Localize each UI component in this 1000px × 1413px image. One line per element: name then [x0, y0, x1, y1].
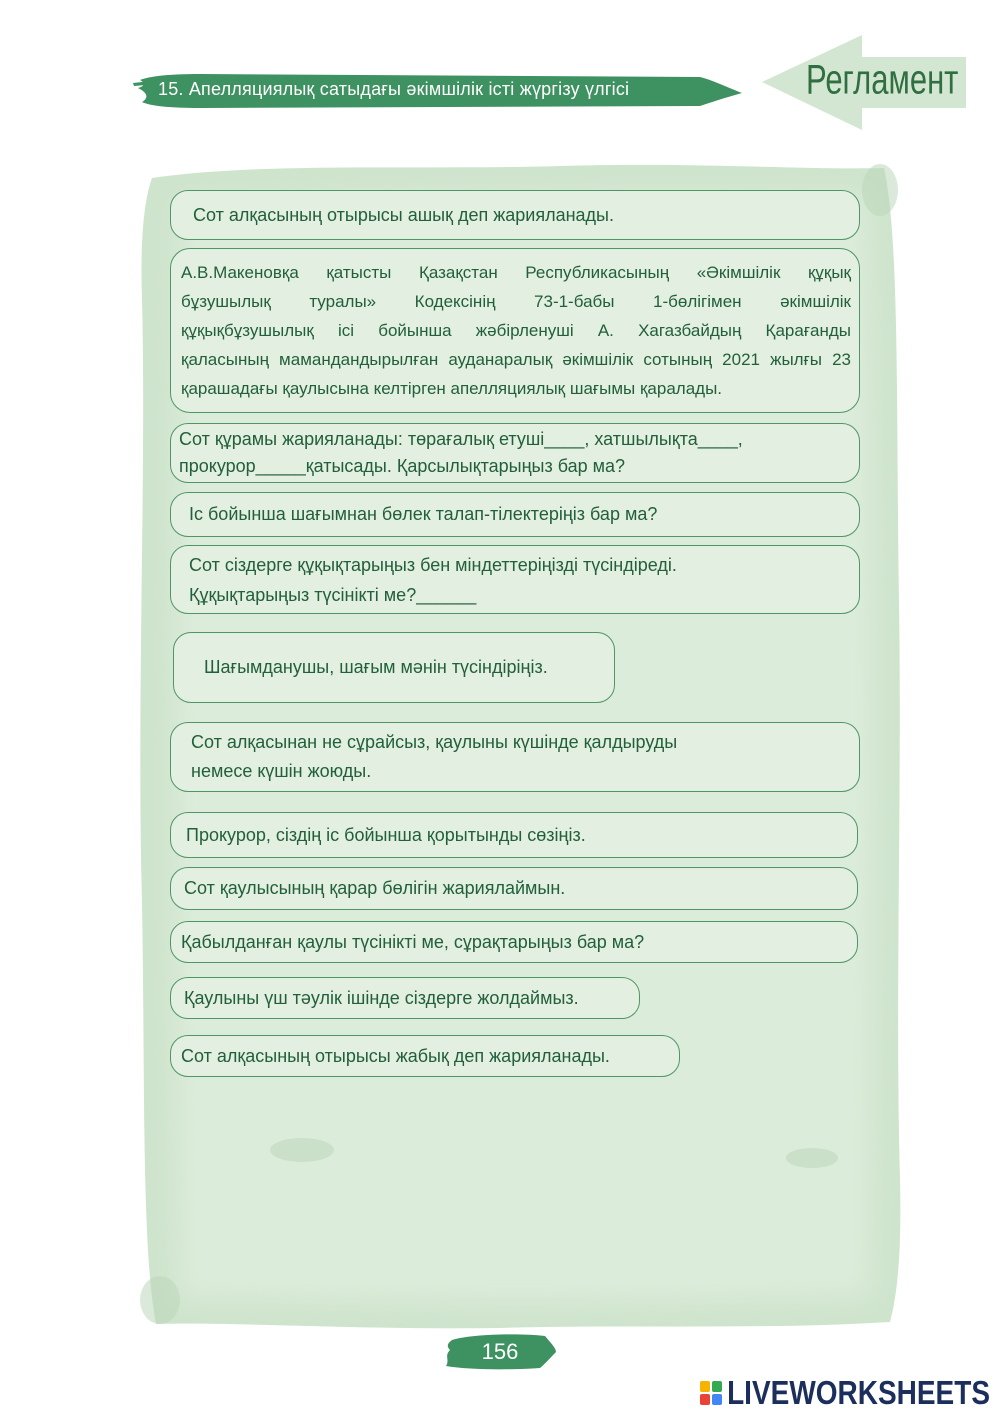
box-text-line: құқықбұзушылық ісі бойынша жәбірленуші А. Хагазбайдың Қарағанды — [181, 321, 851, 340]
box-text-line: қарашадағы қаулысына келтірген апелляциялық шағымы қаралады. — [181, 379, 723, 398]
logo-tile — [712, 1381, 722, 1392]
ruling-delivery-notice — [170, 977, 640, 1019]
section-title: 15. Апелляциялық сатыдағы әкімшілік істі жүргізу үлгісі — [158, 79, 630, 99]
session-open-announcement — [170, 190, 860, 240]
box-text-line: Қаулыны үш тәулік ішінде сіздерге жолдаймыз. — [184, 987, 579, 1008]
box-text-line: Сот алқасынан не сұрайсыз, қаулыны күшінде қалдыруды — [191, 732, 678, 752]
liveworksheets-logo-icon — [700, 1381, 722, 1405]
box-text-line: Құқықтарыңыз түсінікті ме?______ — [189, 584, 477, 605]
brush-spot — [862, 164, 898, 216]
box-text-line: Сот құрамы жарияланады: төрағалық етуші____, хатшылықта____, — [179, 429, 743, 449]
additional-requests-question — [170, 492, 860, 537]
rights-explanation — [170, 545, 860, 614]
appellant-explanation-prompt — [173, 632, 615, 703]
brush-spot — [140, 1276, 180, 1324]
prosecutor-conclusion-prompt — [170, 812, 858, 858]
brand-name: LIVEWORKSHEETS — [727, 1373, 990, 1411]
logo-tile — [712, 1394, 722, 1405]
box-text-line: Шағымданушы, шағым мәнін түсіндіріңіз. — [204, 657, 548, 677]
section-label-regulation: Регламент — [806, 55, 959, 103]
liveworksheets-logo-link[interactable] — [700, 1373, 990, 1411]
court-composition-announcement — [170, 423, 860, 483]
box-text-line: Қабылданған қаулы түсінікті ме, сұрақтарыңыз бар ма? — [181, 931, 645, 952]
box-text-line: А.В.Макеновқа қатысты Қазақстан Республикасының «Әкімшілік құқық — [181, 263, 851, 282]
box-text-line: Сот сіздерге құқықтарыңыз бен міндеттеріңізді түсіндіреді. — [189, 554, 677, 575]
appellant-request-question — [170, 722, 860, 792]
session-close-announcement — [170, 1035, 680, 1077]
ruling-clarity-question — [170, 921, 858, 963]
box-text-line: прокурор_____қатысады. Қарсылықтарыңыз бар ма? — [179, 456, 626, 476]
box-text-line: Сот алқасының отырысы жабық деп жарияланады. — [181, 1045, 610, 1066]
logo-tile — [700, 1381, 710, 1392]
box-text-line: Сот алқасының отырысы ашық деп жарияланады. — [193, 204, 614, 225]
brush-spot — [270, 1138, 334, 1162]
brush-spot — [786, 1148, 838, 1168]
case-description — [170, 248, 860, 413]
page-number: 156 — [481, 1339, 519, 1364]
box-text-line: немесе күшін жоюды. — [191, 761, 372, 781]
ruling-announcement — [170, 867, 858, 910]
box-text-line: бұзушылық туралы» Кодексінің 73-1-бабы 1-бөлігімен әкімшілік — [181, 292, 851, 311]
logo-tile — [700, 1394, 710, 1405]
box-text-line: Сот қаулысының қарар бөлігін жариялаймын. — [184, 878, 566, 898]
box-text-line: Прокурор, сіздің іс бойынша қорытынды сөзіңіз. — [186, 824, 586, 845]
box-text-line: Іс бойынша шағымнан бөлек талап-тілектеріңіз бар ма? — [189, 504, 658, 524]
box-text-line: қаласының мамандандырылған ауданаралық әкімшілік сотының 2021 жылғы 23 — [181, 350, 851, 369]
